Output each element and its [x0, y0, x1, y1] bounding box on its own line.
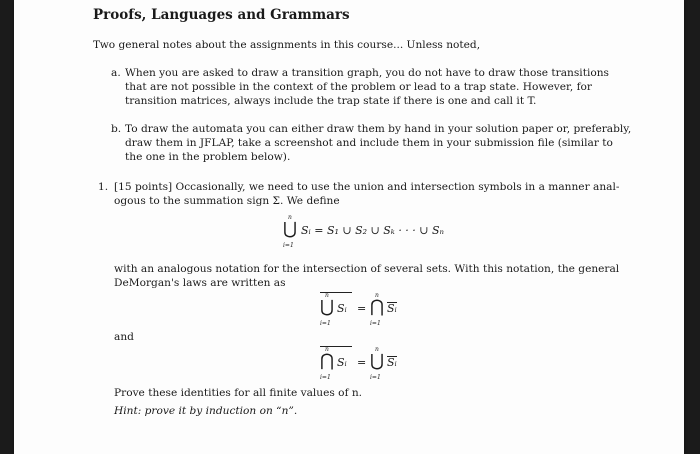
eq3-rhs-upper: n	[375, 346, 379, 353]
and-word: and	[114, 331, 134, 343]
eq2-lhs-body: Sᵢ	[337, 302, 347, 315]
note-b-line-2: draw them in JFLAP, take a screenshot and include them in your submission file (similar to	[125, 137, 613, 149]
equation-demorgan-1	[320, 289, 430, 331]
eq3-equals: =	[357, 356, 367, 369]
eq2-rhs-upper: n	[375, 292, 379, 299]
prove-text: Prove these identities for all finite values of n.	[114, 387, 363, 399]
eq2-lhs-upper: n	[325, 292, 329, 299]
eq1-lower-limit: i=1	[283, 242, 294, 249]
eq3-lhs-upper: n	[325, 346, 329, 353]
eq2-equals: =	[357, 302, 367, 315]
eq3-rhs-body: Sᵢ	[387, 356, 397, 369]
eq1-body: Sᵢ = S₁ ∪ S₂ ∪ Sₖ · · · ∪ Sₙ	[301, 224, 444, 237]
note-a-marker: a.	[111, 67, 121, 79]
note-b-marker: b.	[111, 123, 122, 135]
eq2-lhs-lower: i=1	[320, 320, 331, 327]
equation-demorgan-2	[320, 343, 430, 385]
eq3-lhs-lower: i=1	[320, 374, 331, 381]
eq1-upper-limit: n	[288, 214, 292, 221]
eq3-rhs-lower: i=1	[370, 374, 381, 381]
document-page	[14, 0, 684, 454]
note-a-line-1: When you are asked to draw a transition graph, you do not have to draw those transitions	[125, 67, 609, 79]
problem-line-1: [15 points] Occasionally, we need to use the union and intersection symbols in a manner anal-	[114, 181, 620, 193]
equation-union-definition	[283, 214, 453, 254]
eq1-union-operator: ⋃	[283, 219, 297, 239]
problem-line-2: ogous to the summation sign Σ. We define	[114, 195, 340, 207]
note-b-line-1: To draw the automata you can either draw them by hand in your solution paper or, preferably,	[125, 123, 632, 135]
eq2-rhs-lower: i=1	[370, 320, 381, 327]
eq3-rhs-operator: ⋃	[370, 351, 384, 371]
eq3-lhs-operator: ⋂	[320, 351, 334, 371]
document-title: Proofs, Languages and Grammars	[93, 7, 350, 23]
note-a-line-2: that are not possible in the context of the problem or lead to a trap state. However, for	[125, 81, 592, 93]
problem-marker: 1.	[98, 181, 109, 193]
eq2-lhs-operator: ⋃	[320, 297, 334, 317]
after-eq1-line-1: with an analogous notation for the intersection of several sets. With this notation, the general	[114, 263, 620, 275]
note-b-line-3: the one in the problem below).	[125, 151, 291, 163]
eq2-rhs-operator: ⋂	[370, 297, 384, 317]
hint-text: Hint: prove it by induction on “n”.	[114, 405, 298, 417]
eq3-lhs-body: Sᵢ	[337, 356, 347, 369]
after-eq1-line-2: DeMorgan's laws are written as	[114, 277, 286, 289]
intro-text: Two general notes about the assignments in this course... Unless noted,	[93, 39, 481, 51]
eq2-rhs-body: Sᵢ	[387, 302, 397, 315]
note-a-line-3: transition matrices, always include the trap state if there is one and call it T.	[125, 95, 537, 107]
